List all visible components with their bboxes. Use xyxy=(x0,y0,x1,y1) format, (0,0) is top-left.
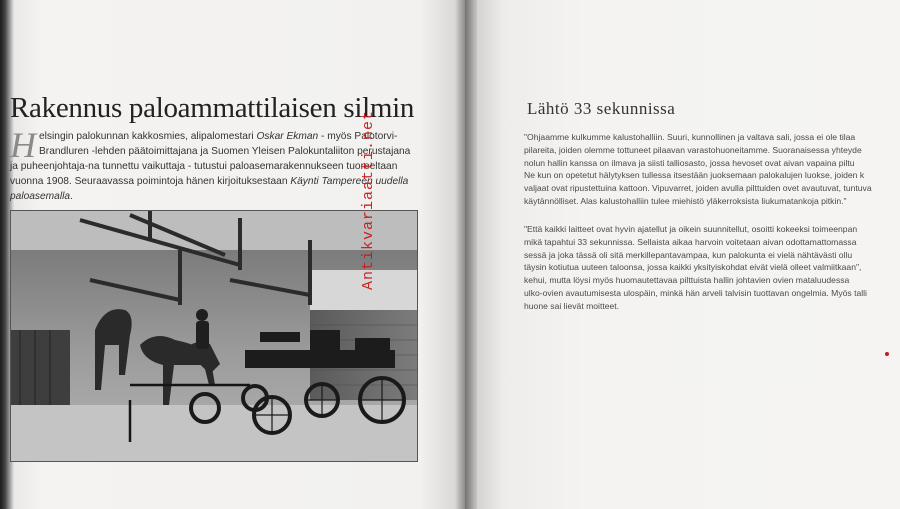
red-dot-mark xyxy=(885,352,889,356)
intro-paragraph xyxy=(10,125,418,204)
quote-line: pilareita, joiden olemme tottuneet pilaavan varastohuoneitamme. Suoranaisessa yhteyde xyxy=(524,144,862,155)
book-gutter xyxy=(455,0,477,509)
quote-line: sessä ja joka tässä oli sitä merkillepantavampaa, kun palokunta ei vielä nähtävästi ollu xyxy=(524,249,853,260)
quote-line: nolun hallin kanssa on ilmava ja siisti talliosasto, jossa hevoset ovat aivan vapaina piltu xyxy=(524,157,855,168)
quote-line: täysin kotiutua uuteen taloonsa, jossa kaikki yksityiskohdat eivät vielä olleet valmiitkaan", xyxy=(524,262,862,273)
historical-fire-station-photo xyxy=(10,210,418,462)
intro-text-2: - myös Palotorvi-Brandluren -lehden päätoimittajana ja Suomen Yleisen Palokuntaliiton perustajana ja puheenjohtaja-na tunnettu vaikuttaja - tutustui paloasemarakennukseen tuoreeltaan vuonna 1908. Seuraavassa poimintoja hänen kirjoituksestaan xyxy=(10,131,411,187)
intro-text-3: . xyxy=(70,191,73,202)
quote-line: kehui, mutta löysi myös huomautettavaa pilttuista hallin johtavien ovien mataluudessa xyxy=(524,275,850,286)
quote-line: Ne kun on opetetut hälytyksen tullessa itsestään juoksemaan palokalujen luokse, joiden k xyxy=(524,170,865,181)
quote-line: huone sai lievät moitteet. xyxy=(524,300,620,311)
fire-engine-hall-illustration xyxy=(10,210,418,462)
quote-paragraph-1 xyxy=(524,131,900,208)
quote-line: mikä tapahtui 33 sekunnissa. Sellaista aikaa harvoin voitetaan aivan odottamattomassa xyxy=(524,236,857,247)
quote-line: ulko-ovien avautumisesta ulospäin, minkä hän arveli talvisin tuottavan ongelmia. Myös talli xyxy=(524,287,867,298)
watermark-text: Antikvariaatti.net xyxy=(360,109,377,290)
quote-line: käytännölliset. Alas kalustohalliin tulee miehistö yläkerroksista liukumatankoja pitkin." xyxy=(524,195,847,206)
dropcap-letter: H xyxy=(10,125,36,165)
quote-line: "Että kaikki laitteet ovat hyvin ajatellut ja oikein suunnitellut, osoitti kokeeksi toimeenpan xyxy=(524,224,858,234)
right-page-heading: Lähtö 33 sekunnissa xyxy=(527,99,676,118)
quote-line: valjaat ovat ripustettuina kattoon. Vipuvarret, joiden avulla pilttuiden ovet avautuvat, tuntuva xyxy=(524,183,872,194)
intro-name: Oskar Ekman xyxy=(256,131,319,142)
quote-paragraph-2 xyxy=(524,223,900,313)
left-page-heading: Rakennus paloammattilaisen silmin xyxy=(10,92,415,124)
intro-article-title: Käynti Tampereen uudella paloasemalla xyxy=(10,176,409,202)
quote-line: "Ohjaamme kulkumme kalustohalliin. Suuri, kunnollinen ja valtava sali, jossa ei ole tilaa xyxy=(524,132,856,142)
intro-text-1: elsingin palokunnan kakkosmies, alipalomestari xyxy=(39,131,257,142)
